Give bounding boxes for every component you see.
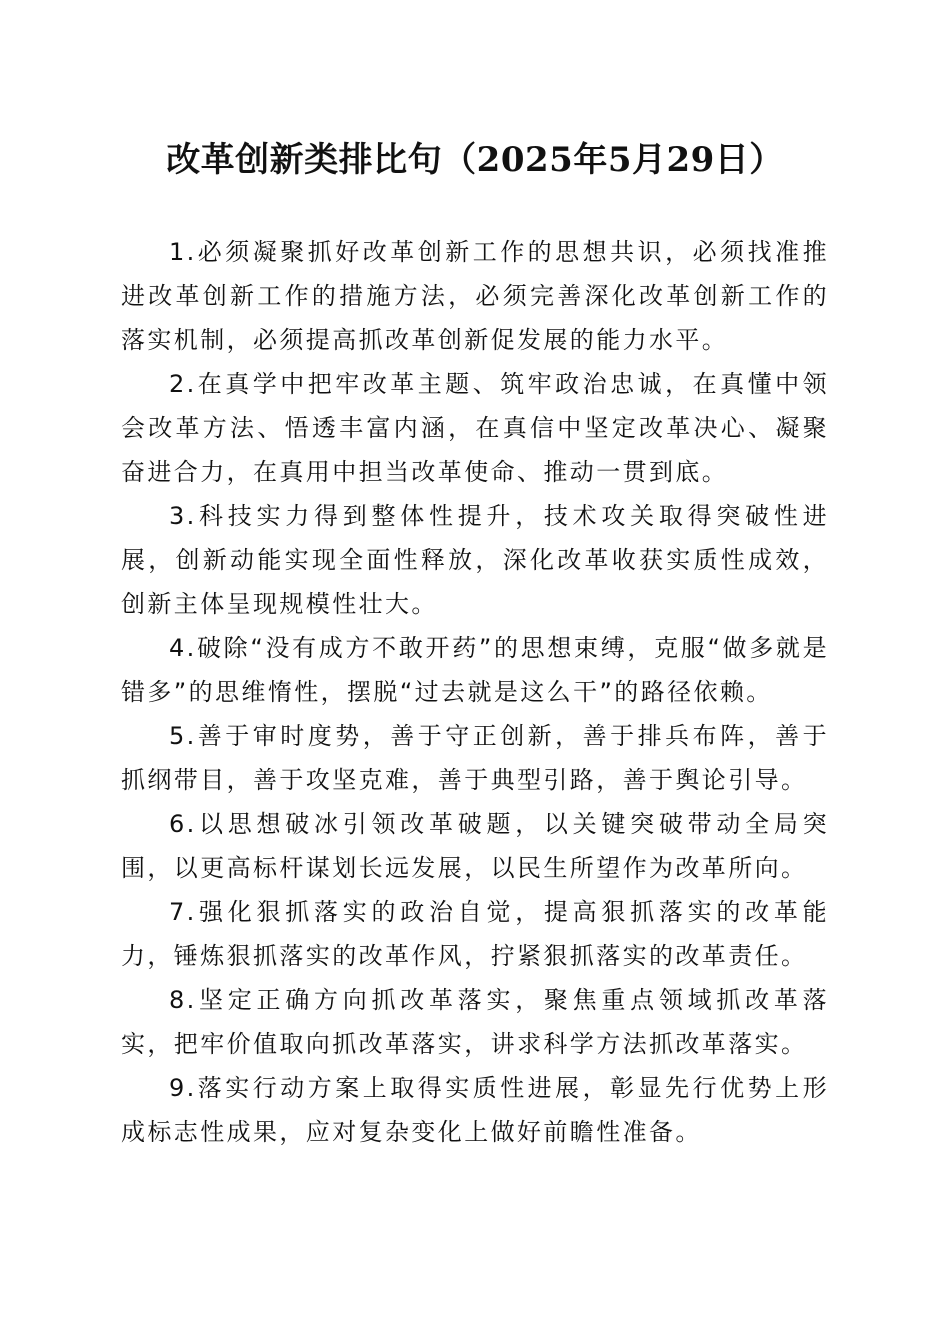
paragraph-3: 3.科技实力得到整体性提升，技术攻关取得突破性进展，创新动能实现全面性释放，深化改革收获实质性成效，创新主体呈现规模性壮大。 [121,502,829,618]
paragraph-6: 6.以思想破冰引领改革破题，以关键突破带动全局突围，以更高标杆谋划长远发展，以民生所望作为改革所向。 [121,810,829,882]
paragraph-7: 7.强化狠抓落实的政治自觉，提高狠抓落实的改革能力，锤炼狠抓落实的改革作风，拧紧狠抓落实的改革责任。 [121,898,829,970]
page-title: 改革创新类排比句（2025年5月29日） [166,140,784,180]
paragraph-9: 9.落实行动方案上取得实质性进展，彰显先行优势上形成标志性成果，应对复杂变化上做好前瞻性准备。 [121,1074,829,1146]
paragraph-5: 5.善于审时度势，善于守正创新，善于排兵布阵，善于抓纲带目，善于攻坚克难，善于典型引路，善于舆论引导。 [121,722,829,794]
paragraph-8: 8.坚定正确方向抓改革落实，聚焦重点领域抓改革落实，把牢价值取向抓改革落实，讲求科学方法抓改革落实。 [121,986,829,1058]
paragraph-1: 1.必须凝聚抓好改革创新工作的思想共识，必须找准推进改革创新工作的措施方法，必须完善深化改革创新工作的落实机制，必须提高抓改革创新促发展的能力水平。 [121,238,829,354]
document-body [121,230,829,1154]
paragraph-2: 2.在真学中把牢改革主题、筑牢政治忠诚，在真懂中领会改革方法、悟透丰富内涵，在真信中坚定改革决心、凝聚奋进合力，在真用中担当改革使命、推动一贯到底。 [121,370,829,486]
paragraph-4: 4.破除“没有成方不敢开药”的思想束缚，克服“做多就是错多”的思维惰性，摆脱“过去就是这么干”的路径依赖。 [121,634,829,706]
